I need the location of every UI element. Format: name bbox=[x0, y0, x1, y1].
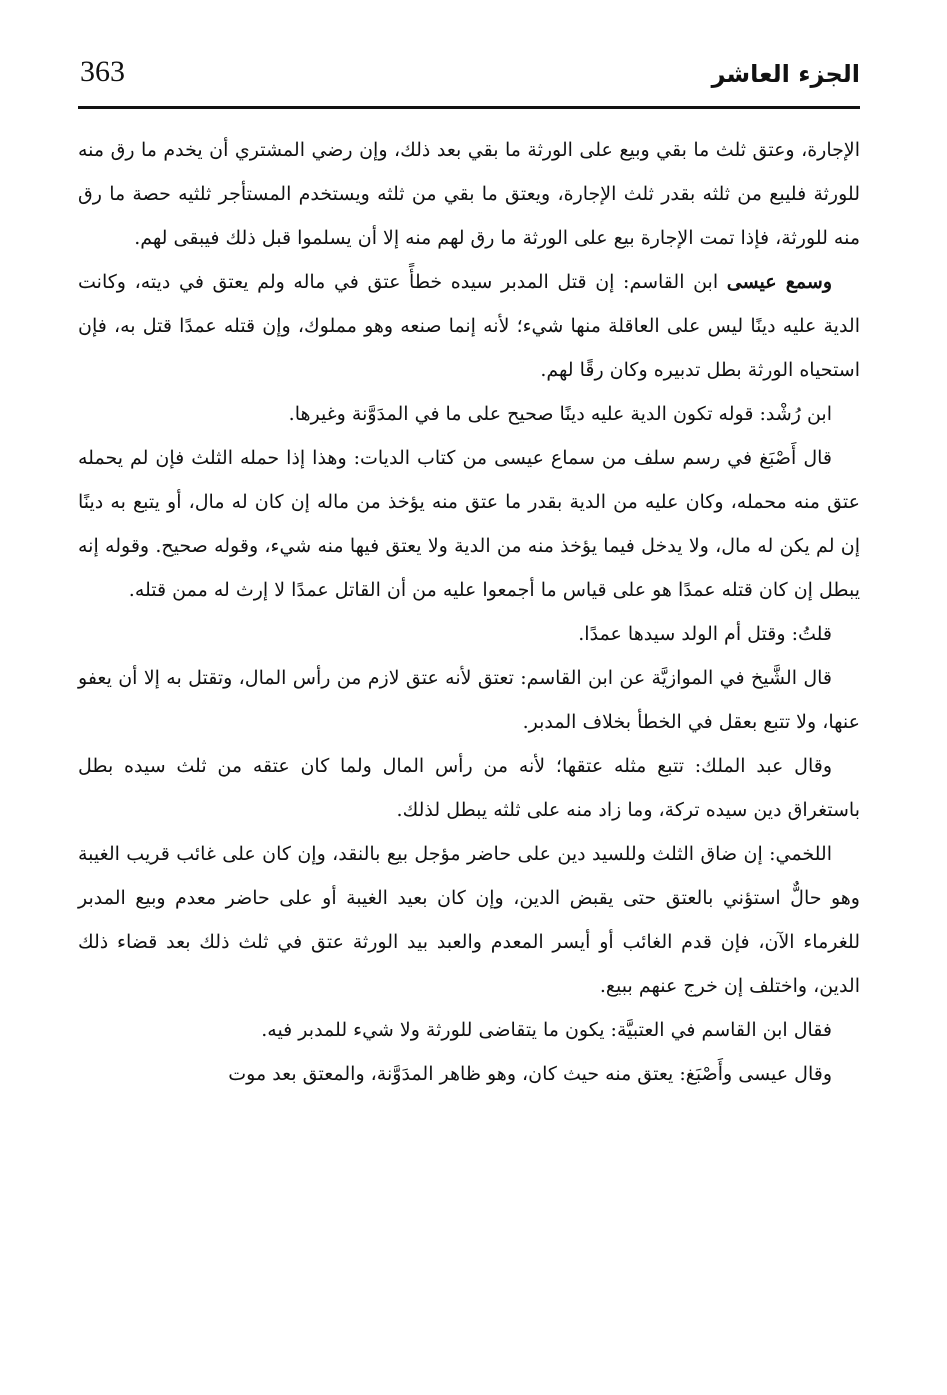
body-text bbox=[78, 128, 860, 1096]
paragraph-6-text: قال الشَّيخ في الموازيَّة عن ابن القاسم: تعتق لأنه عتق لازم من رأس المال، وتقتل به إلا أن يعفو عنها، ولا تتبع بعقل في الخطأ بخلاف المدبر. bbox=[78, 667, 860, 733]
paragraph-4 bbox=[78, 436, 860, 612]
paragraph-8-text: اللخمي: إن ضاق الثلث وللسيد دين على حاضر مؤجل بيع بالنقد، وإن كان على غائب قريب الغيبة وهو حالٌّ استؤني بالعتق حتى يقبض الدين، وإن كان بعيد الغيبة أو على حاضر معدم وبيع المدبر للغرماء الآن، فإن قدم الغائب أو أيسر المعدم والعبد بيد الورثة عتق في ثلث ذلك بعد قضاء ذلك الدين، واختلف إن خرج عنهم ببيع. bbox=[78, 843, 860, 997]
paragraph-7 bbox=[78, 744, 860, 832]
paragraph-9-text: فقال ابن القاسم في العتبيَّة: يكون ما يتقاضى للورثة ولا شيء للمدبر فيه. bbox=[261, 1019, 832, 1041]
paragraph-2-lead: وسمع عيسى bbox=[726, 271, 832, 293]
paragraph-3 bbox=[78, 392, 860, 436]
paragraph-1 bbox=[78, 128, 860, 260]
paragraph-10-text: وقال عيسى وأَصْبَغ: يعتق منه حيث كان، وهو ظاهر المدَوَّنة، والمعتق بعد موت bbox=[228, 1063, 832, 1085]
paragraph-4-text: قال أَصْبَغ في رسم سلف من سماع عيسى من كتاب الديات: وهذا إذا حمله الثلث فإن لم يحمله عتق منه محمله، وكان عليه من الدية بقدر ما عتق منه يؤخذ من ماله إن كان له مال، أو يتبع به دينًا إن لم يكن له مال، ولا يدخل فيما يؤخذ منه من الدية ولا يعتق فيها منه شيء، وقوله صحيح. وقوله إنه يبطل إن كان قتله عمدًا هو على قياس ما أجمعوا عليه من أن القاتل عمدًا لا إرث له ممن قتله. bbox=[78, 447, 860, 601]
paragraph-8 bbox=[78, 832, 860, 1008]
paragraph-7-text: وقال عبد الملك: تتبع مثله عتقها؛ لأنه من رأس المال ولما كان عتقه من ثلث سيده بطل باستغراق دين سيده تركة، وما زاد منه على ثلثه يبطل لذلك. bbox=[78, 755, 860, 821]
paragraph-9 bbox=[78, 1008, 860, 1052]
header-rule bbox=[78, 106, 860, 109]
paragraph-10 bbox=[78, 1052, 860, 1096]
page-number: 363 bbox=[80, 55, 125, 88]
running-title: الجزء العاشر bbox=[711, 60, 860, 88]
paragraph-2 bbox=[78, 260, 860, 392]
paragraph-1-text: الإجارة، وعتق ثلث ما بقي وبيع على الورثة ما بقي بعد ذلك، وإن رضي المشتري أن يخدم ما رق منه للورثة فليبع من ثلثه بقدر ثلث الإجارة، ويعتق ما بقي من ثلثه ويستخدم المستأجر ثلثيه حصة ما رق منه للورثة، فإذا تمت الإجارة بيع على الورثة ما رق لهم منه إلا أن يسلموا قبل ذلك فيبقى لهم. bbox=[78, 139, 860, 249]
page-header bbox=[78, 52, 860, 102]
paragraph-5-text: قلتُ: وقتل أم الولد سيدها عمدًا. bbox=[578, 623, 832, 645]
paragraph-2-text: ابن القاسم: إن قتل المدبر سيده خطأً عتق في ماله ولم يعتق في ديته، وكانت الدية عليه دينًا ليس على العاقلة منها شيء؛ لأنه إنما صنعه وهو مملوك، وإن قتله عمدًا قتل به، فإن استحياه الورثة بطل تدبيره وكان رقًا لهم. bbox=[78, 271, 860, 381]
paragraph-6 bbox=[78, 656, 860, 744]
paragraph-3-text: ابن رُشْد: قوله تكون الدية عليه دينًا صحيح على ما في المدَوَّنة وغيرها. bbox=[288, 403, 832, 425]
paragraph-5 bbox=[78, 612, 860, 656]
